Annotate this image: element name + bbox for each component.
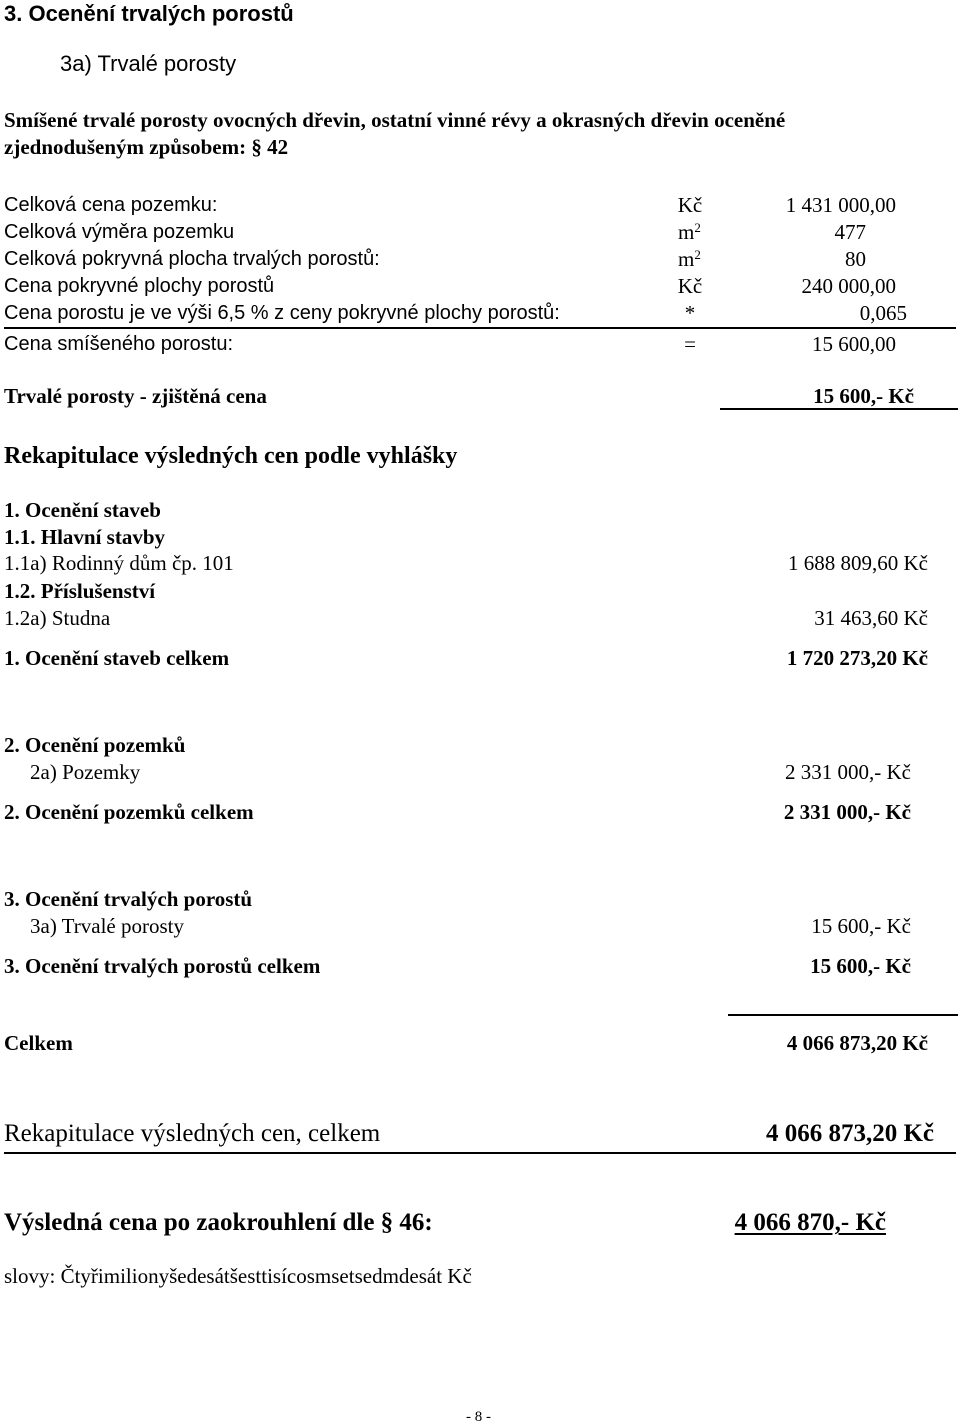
summary-label: Rekapitulace výsledných cen, celkem [4,1120,381,1147]
s1-item2-value: 31 463,60 Kč [814,606,928,630]
calc-value: 477 [834,220,866,244]
calc-label: Cena pokryvné plochy porostů [4,275,275,297]
celkem-value: 4 066 873,20 Kč [786,1031,928,1055]
s2-item-value: 2 331 000,- Kč [785,760,911,784]
calc-unit: * [684,301,696,325]
rounded-value: 4 066 870,- Kč [734,1209,886,1236]
calc-unit: Kč [677,274,703,298]
s1-total-value: 1 720 273,20 Kč [786,646,928,670]
s2-title: 2. Ocenění pozemků [4,733,186,757]
calc-label: Celková cena pozemku: [4,194,218,216]
calc-unit: $m^2$ [678,247,701,271]
page-number: - 8 - [466,1409,491,1425]
calc-value: 80 [845,247,866,271]
s1-title: 1. Ocenění staveb [4,498,161,522]
celkem-label: Celkem [4,1031,73,1055]
rounded-label: Výsledná cena po zaokrouhlení dle § 46: [4,1209,433,1236]
s1-sub1: 1.1. Hlavní stavby [4,525,166,549]
calc-label: Cena smíšeného porostu: [4,333,234,355]
calc-label: Celková výměra pozemku [4,221,235,243]
s1-item1-value: 1 688 809,60 Kč [788,551,928,575]
calc-value: 240 000,00 [801,274,896,298]
result-value: 15 600,- Kč [813,384,914,408]
s1-item1-label: 1.1a) Rodinný dům čp. 101 [4,551,234,575]
calc-value: 0,065 [859,301,907,325]
calc-value: 15 600,00 [812,332,896,356]
s1-total-label: 1. Ocenění staveb celkem [4,646,230,670]
s2-item-label: 2a) Pozemky [30,760,141,784]
result-label: Trvalé porosty - zjištěná cena [4,384,267,408]
calc-label: Celková pokryvná plocha trvalých porostů: [4,248,380,270]
recap-heading: Rekapitulace výsledných cen podle vyhlášky [4,443,458,469]
summary-value: 4 066 873,20 Kč [765,1120,934,1147]
result-underline [720,408,958,410]
calc-unit: = [684,332,696,356]
calc-unit: Kč [677,193,703,217]
subsection-title: 3a) Trvalé porosty [60,51,237,76]
s2-total-label: 2. Ocenění pozemků celkem [4,800,254,824]
calc-divider [4,327,956,329]
s3-item-label: 3a) Trvalé porosty [30,914,184,938]
celkem-divider [728,1014,958,1016]
s1-item2-label: 1.2a) Studna [4,606,111,630]
amount-in-words: slovy: Čtyřimilionyšedesátšesttisícosmsetsedmdesát Kč [4,1264,472,1288]
calc-value: 1 431 000,00 [785,193,896,217]
summary-divider [4,1152,956,1154]
s3-title: 3. Ocenění trvalých porostů [4,887,253,911]
s2-total-value: 2 331 000,- Kč [783,800,911,824]
s1-sub2: 1.2. Příslušenství [4,579,156,603]
section-title: 3. Ocenění trvalých porostů [4,1,294,26]
s3-total-label: 3. Ocenění trvalých porostů celkem [4,954,321,978]
calc-label: Cena porostu je ve výši 6,5 % z ceny pokryvné plochy porostů: [4,302,560,324]
s3-total-value: 15 600,- Kč [810,954,911,978]
description: Smíšené trvalé porosty ovocných dřevin, ostatní vinné révy a okrasných dřevin oceněné zjednodušeným způsobem: § 42 [4,108,786,159]
calc-unit: $m^2$ [678,220,701,244]
s3-item-value: 15 600,- Kč [811,914,911,938]
